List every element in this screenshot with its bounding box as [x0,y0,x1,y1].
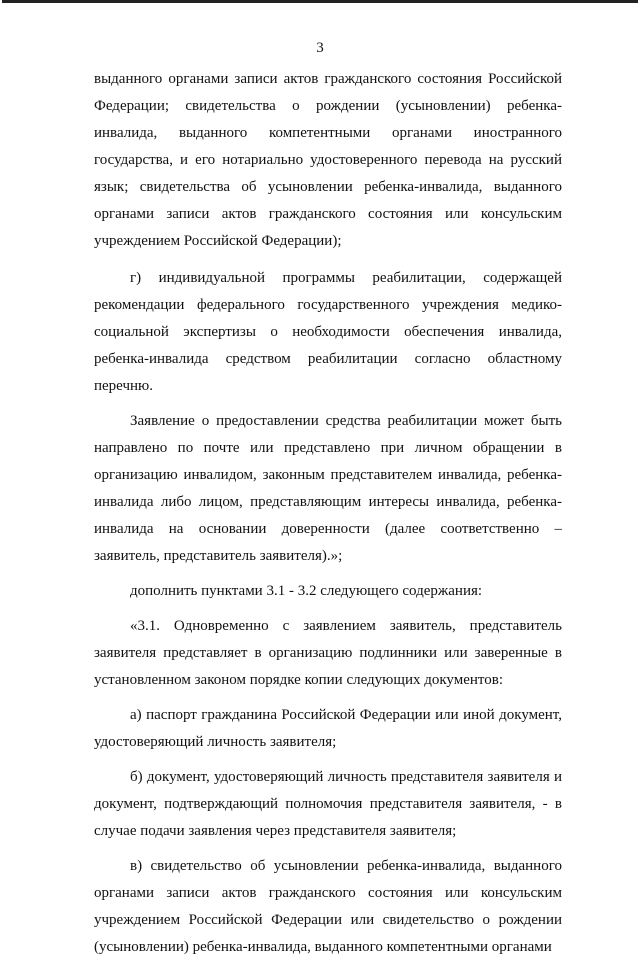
paragraph-application: Заявление о предоставлении средства реабилитации может быть направлено по почте или представлено при личном обращении в организацию инвалидом, законным представителем инвалида, ребенка-инвалида либо лицом, представляющим интересы инвалида, ребенка-инвалида на основании доверенности (далее соответственно – заявитель, представитель заявителя).»; [94,413,562,564]
page-number: 3 [316,40,324,56]
paragraph-item-a: а) паспорт гражданина Российской Федерации или иной документ, удостоверяющий личность заявителя; [94,707,562,750]
paragraph-continuation: выданного органами записи актов гражданского состояния Российской Федерации; свидетельства о рождении (усыновлении) ребенка-инвалида, выданного компетентными органами иностранного государства, и его нотариально удостоверенного перевода на русский язык; свидетельства об усыновлении ребенка-инвалида, выданного органами записи актов гражданского состояния или консульским учреждением Российской Федерации); [94,71,562,249]
paragraph-item-g: г) индивидуальной программы реабилитации, содержащей рекомендации федерального государственного учреждения медико-социальной экспертизы о необходимости обеспечения инвалида, ребенка-инвалида средством реабилитации согласно областному перечню. [94,270,562,394]
paragraph-item-b: б) документ, удостоверяющий личность представителя заявителя и документ, подтверждающий полномочия представителя заявителя, - в случае подачи заявления через представителя заявителя; [94,769,562,839]
paragraph-amendment-intro: дополнить пунктами 3.1 - 3.2 следующего содержания: [130,583,483,599]
document-body [94,66,562,961]
scan-top-border [2,0,638,3]
paragraph-item-v: в) свидетельство об усыновлении ребенка-инвалида, выданного органами записи актов гражданского состояния или консульским учреждением Российской Федерации или свидетельство о рождении (усыновлении) ребенка-инвалида, выданного компетентными органами [94,858,562,955]
paragraph-clause-3-1: «3.1. Одновременно с заявлением заявитель, представитель заявителя представляет в организацию подлинники или заверенные в установленном законом порядке копии следующих документов: [94,618,562,688]
